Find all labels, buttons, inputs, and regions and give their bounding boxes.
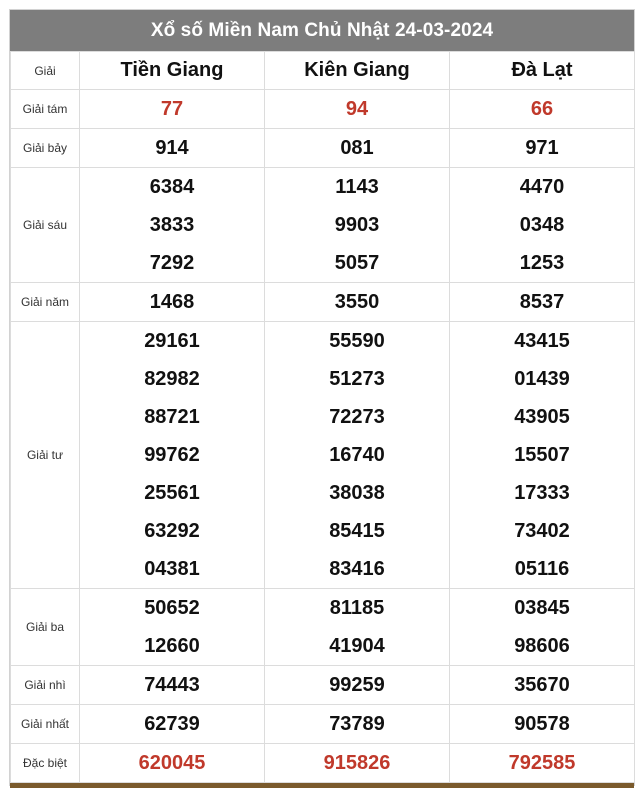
prize-cell	[80, 322, 265, 589]
prize-number: 620045	[138, 752, 206, 774]
province-header-row	[11, 52, 635, 90]
prize-label: Giải sáu	[11, 168, 80, 283]
prize-cell	[80, 744, 265, 783]
prize-label: Giải tám	[11, 90, 80, 129]
prize-number: 73789	[329, 713, 385, 735]
results-table	[10, 51, 635, 783]
prize-number: 81185	[329, 597, 385, 619]
prize-number: 5057	[334, 252, 380, 274]
prize-number: 914	[155, 137, 189, 159]
prize-number: 43415	[514, 330, 570, 352]
prize-number: 43905	[514, 406, 570, 428]
prize-number: 62739	[144, 713, 200, 735]
province-kien-giang: Kiên Giang	[265, 52, 450, 90]
prize-number: 1253	[519, 252, 565, 274]
prize-cell	[265, 666, 450, 705]
prize-cell	[265, 589, 450, 666]
prize-number: 77	[160, 98, 184, 120]
prize-cell	[265, 283, 450, 322]
prize-number: 9903	[334, 214, 380, 236]
prize-label: Giải bảy	[11, 129, 80, 168]
prize-cell	[80, 705, 265, 744]
prize-cell	[450, 666, 635, 705]
prize-number: 35670	[514, 674, 570, 696]
prize-number: 3550	[334, 291, 380, 313]
prize-number: 73402	[514, 520, 570, 542]
prize-number: 25561	[144, 482, 200, 504]
prize-number: 12660	[144, 635, 200, 657]
prize-cell	[80, 283, 265, 322]
prize-number: 04381	[144, 558, 200, 580]
results-title: Xổ số Miền Nam Chủ Nhật 24-03-2024	[10, 10, 634, 51]
prize-label: Giải ba	[11, 589, 80, 666]
prize-number: 1143	[335, 176, 379, 198]
prize-cell	[450, 168, 635, 283]
prize-cell	[80, 90, 265, 129]
prize-row-giai-tu	[11, 322, 635, 589]
bottom-bar	[10, 783, 634, 788]
prize-number: 17333	[514, 482, 570, 504]
prize-cell	[80, 589, 265, 666]
prize-number: 82982	[144, 368, 200, 390]
prize-number: 7292	[149, 252, 195, 274]
prize-cell	[450, 283, 635, 322]
prize-number: 50652	[144, 597, 200, 619]
prize-number: 55590	[329, 330, 385, 352]
prize-cell	[450, 129, 635, 168]
prize-number: 971	[525, 137, 559, 159]
prize-number: 29161	[144, 330, 200, 352]
prize-cell	[265, 705, 450, 744]
prize-column-header: Giải	[11, 52, 80, 90]
prize-label: Đặc biệt	[11, 744, 80, 783]
prize-number: 8537	[519, 291, 565, 313]
prize-row-giai-ba	[11, 589, 635, 666]
prize-number: 6384	[149, 176, 195, 198]
prize-number: 41904	[329, 635, 385, 657]
prize-label: Giải tư	[11, 322, 80, 589]
prize-number: 05116	[514, 558, 570, 580]
prize-row-giai-bay	[11, 129, 635, 168]
prize-number: 38038	[329, 482, 385, 504]
prize-row-giai-sau	[11, 168, 635, 283]
prize-number: 4470	[519, 176, 565, 198]
prize-number: 74443	[144, 674, 200, 696]
prize-number: 85415	[329, 520, 385, 542]
province-da-lat: Đà Lạt	[450, 52, 635, 90]
prize-cell	[450, 90, 635, 129]
prize-number: 15507	[514, 444, 570, 466]
prize-row-giai-nhat	[11, 705, 635, 744]
prize-number: 081	[340, 137, 374, 159]
prize-label: Giải nhất	[11, 705, 80, 744]
prize-row-giai-nam	[11, 283, 635, 322]
prize-number: 72273	[329, 406, 385, 428]
prize-row-giai-tam	[11, 90, 635, 129]
prize-cell	[265, 90, 450, 129]
prize-cell	[450, 322, 635, 589]
prize-number: 915826	[323, 752, 391, 774]
prize-number: 66	[530, 98, 554, 120]
prize-number: 98606	[514, 635, 570, 657]
prize-number: 792585	[508, 752, 576, 774]
prize-number: 94	[345, 98, 369, 120]
prize-number: 51273	[329, 368, 385, 390]
prize-cell	[80, 129, 265, 168]
prize-cell	[265, 322, 450, 589]
prize-row-giai-nhi	[11, 666, 635, 705]
prize-number: 1468	[149, 291, 195, 313]
prize-cell	[450, 744, 635, 783]
prize-number: 01439	[514, 368, 570, 390]
prize-cell	[450, 589, 635, 666]
province-tien-giang: Tiền Giang	[80, 52, 265, 90]
prize-number: 16740	[329, 444, 385, 466]
prize-number: 99762	[144, 444, 200, 466]
prize-cell	[265, 129, 450, 168]
prize-label: Giải nhì	[11, 666, 80, 705]
prize-number: 3833	[149, 214, 195, 236]
prize-cell	[265, 744, 450, 783]
prize-cell	[450, 705, 635, 744]
prize-cell	[265, 168, 450, 283]
prize-number: 83416	[329, 558, 385, 580]
prize-number: 99259	[329, 674, 385, 696]
prize-number: 90578	[514, 713, 570, 735]
prize-row-dac-biet	[11, 744, 635, 783]
prize-number: 63292	[144, 520, 200, 542]
prize-number: 88721	[144, 406, 200, 428]
prize-number: 03845	[514, 597, 570, 619]
prize-label: Giải năm	[11, 283, 80, 322]
prize-cell	[80, 666, 265, 705]
prize-number: 0348	[519, 214, 565, 236]
prize-cell	[80, 168, 265, 283]
